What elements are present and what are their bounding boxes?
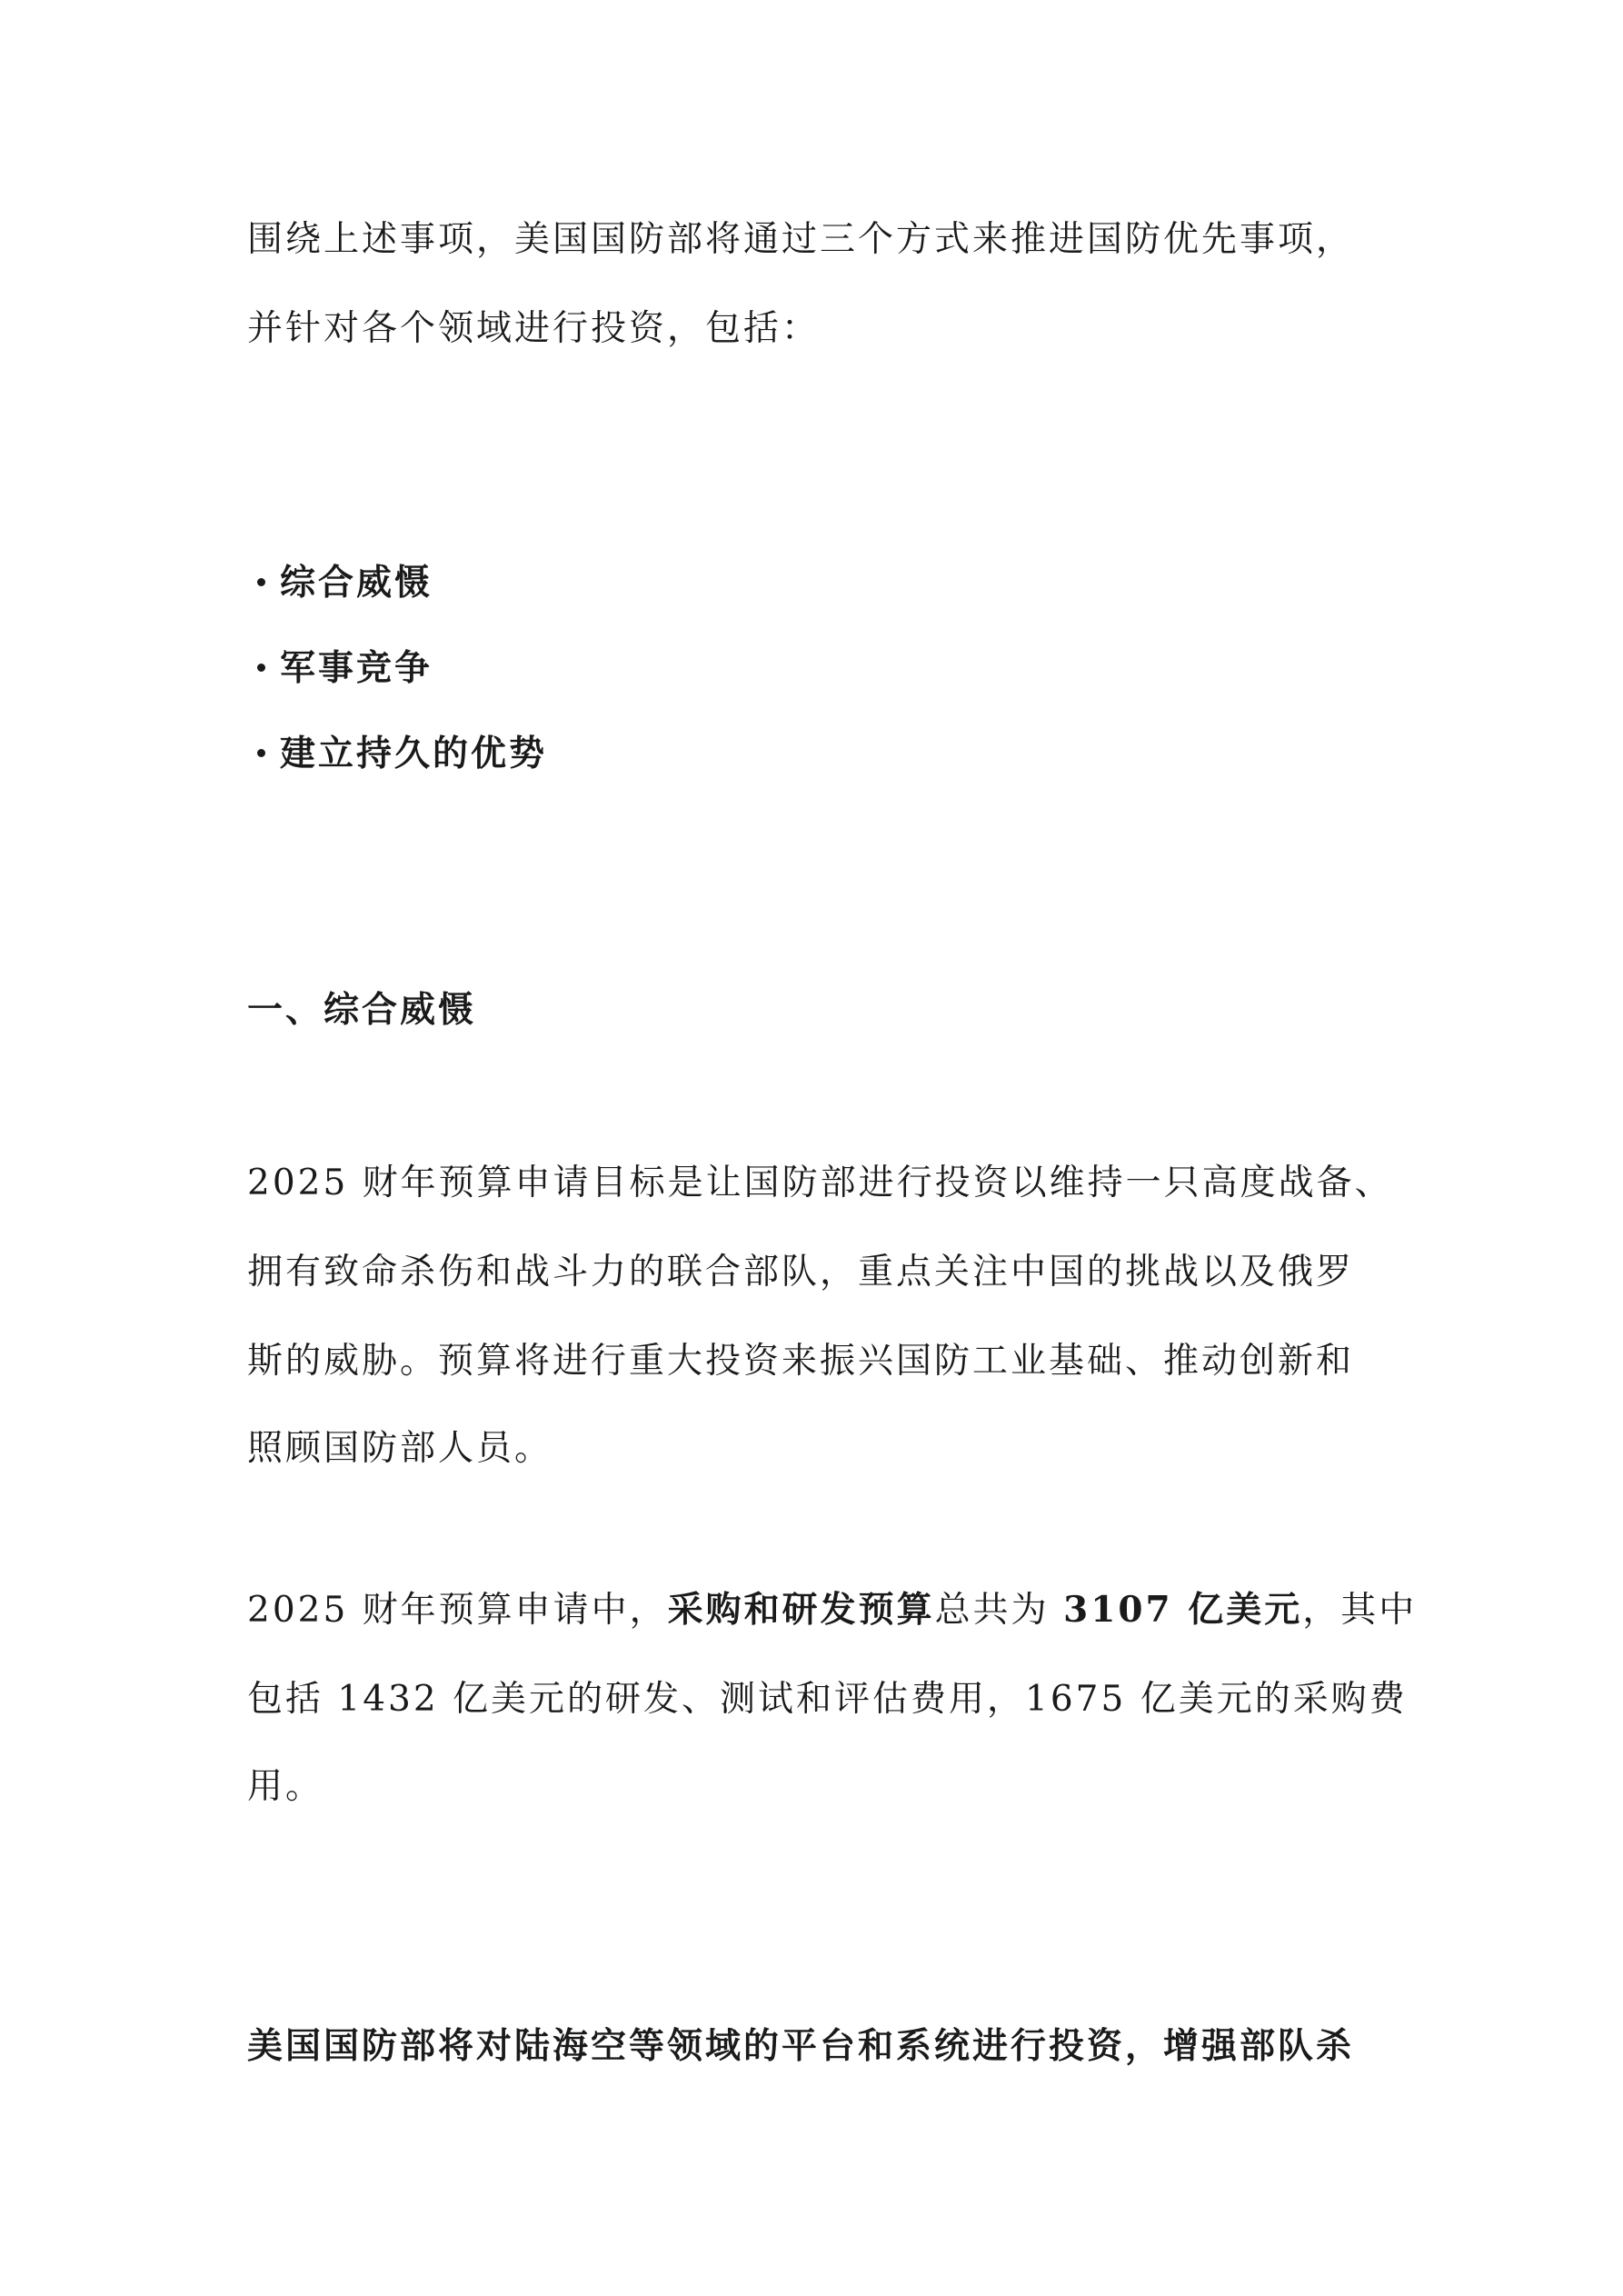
para3-line-1: 美国国防部将对陆海空等领域的平台和系统进行投资，增强部队杀 — [247, 2025, 1355, 2067]
bullet-item-2 — [257, 647, 433, 689]
para2-line-1 — [247, 1589, 1418, 1631]
bullet-label: 综合威慑 — [280, 562, 433, 604]
para2-line-3: 用。 — [247, 1766, 324, 1807]
bullet-item-3 — [257, 733, 548, 774]
para2-line-2: 包括 1432 亿美元的研发、测试和评估费用，1675 亿美元的采购费 — [247, 1679, 1408, 1720]
para1-line-2: 拥有致命杀伤和战斗力的联合部队，重点关注中国的挑战以及俄罗 — [247, 1252, 1355, 1293]
intro-line-2: 并针对各个领域进行投资，包括： — [247, 308, 821, 349]
section-heading: 一、综合威慑 — [247, 989, 477, 1031]
bullet-label: 军事竞争 — [280, 647, 433, 689]
para2-bold-term: 采购和研发预算 — [667, 1589, 935, 1631]
para2-text: 2025 财年预算申请中， — [247, 1590, 668, 1631]
para1-line-1: 2025 财年预算申请目标是让国防部进行投资以维持一只高度战备、 — [247, 1163, 1393, 1203]
bullet-dot-icon — [257, 749, 265, 757]
para2-text: 总共为 — [934, 1590, 1064, 1631]
intro-line-1: 围绕上述事项，美国国防部将通过三个方式来推进国防优先事项， — [247, 219, 1355, 260]
para2-text: ，其中 — [1302, 1590, 1418, 1631]
bullet-label: 建立持久的优势 — [280, 733, 548, 774]
para1-line-4: 照顾国防部人员。 — [247, 1428, 553, 1469]
bullet-dot-icon — [257, 664, 265, 672]
para1-line-3: 斯的威胁。预算将进行重大投资来振兴国防工业基础、推动创新和 — [247, 1341, 1355, 1382]
bullet-dot-icon — [257, 578, 265, 586]
para2-bold-amount: 3107 亿美元 — [1063, 1589, 1303, 1631]
bullet-item-1 — [257, 562, 433, 604]
